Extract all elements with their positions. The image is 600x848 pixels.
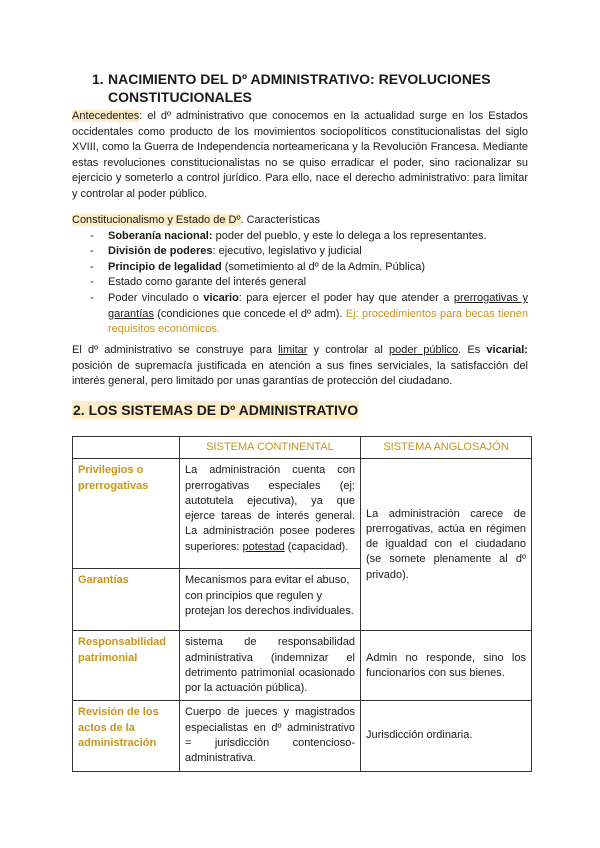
table-header-anglosajon: SISTEMA ANGLOSAJÓN [361,437,532,459]
antecedentes-paragraph [72,109,528,203]
antecedentes-label: Antecedentes [72,110,140,122]
row-label: Revisión de los actos de la administración [73,701,180,771]
continental-cell: Mecanismos para evitar el abuso, con principios que regulen y protejan los derechos individuales. [180,569,361,631]
systems-table [72,436,532,772]
table-header-row [73,437,532,459]
table-row [73,701,532,771]
list-item: - Soberanía nacional: poder del pueblo, y este lo delega a los representantes. [72,229,528,245]
list-item-vicario: - Poder vinculado o vicario: para ejercer el poder hay que atender a prerrogativas y garantías (condiciones que concede el dº adm). Ej: procedimientos para becas tienen requisitos económicos. [72,291,528,338]
caracteristicas-list [72,229,528,338]
list-item: - Estado como garante del interés general [72,275,528,291]
list-item: - Principio de legalidad (sometimiento al dº de la Admin. Pública) [72,260,528,276]
continental-cell: sistema de responsabilidad administrativa (indemnizar el detrimento patrimonial ocasionado por la actuación pública). [180,631,361,701]
row-label: Garantías [73,569,180,631]
table-header-continental: SISTEMA CONTINENTAL [180,437,361,459]
continental-cell: Cuerpo de jueces y magistrados especialistas en dº administrativo = jurisdicción contencioso-administrativa. [180,701,361,771]
constitucionalismo-heading [72,213,528,229]
table-header-empty [73,437,180,459]
table-row [73,631,532,701]
vicario-example-note: Ej: procedimientos para becas tienen requisitos económicos. [108,307,529,336]
anglosajon-cell: Admin no responde, sino los funcionarios con sus bienes. [361,631,532,701]
section2-title: 2. LOS SISTEMAS DE Dº ADMINISTRATIVO [73,402,359,418]
anglosajon-cell: Jurisdicción ordinaria. [361,701,532,771]
constitucionalismo-block [72,213,528,338]
list-item: - División de poderes: ejecutivo, legislativo y judicial [72,244,528,260]
antecedentes-text: : el dº administrativo que conocemos en la actualidad surge en los Estados occidentales como producto de los movimientos sociopolíticos constitucionalistas del siglo XVIII, como la Guerra de Independencia norteamericana y la Revolución Francesa. Mediante estas revoluciones constitucionalistas no se quiso erradicar el poder, sino racionalizar su ejercicio y someterlo a control jurídico. Para ello, nace el derecho administrativo: para limitar y controlar al poder público. [72,110,528,200]
section1-number: 1. [92,71,104,87]
closing-paragraph: El dº administrativo se construye para limitar y controlar al poder público. Es vicarial: posición de supremacía justificada en atención a sus fines serviciales, la satisfacción del interés general, pero limitado por unas garantías de protección del ciudadano. [72,344,528,388]
anglosajon-cell: La administración carece de prerrogativas, actúa en régimen de igualdad con el ciudadano (se somete plenamente al dº privado). [361,459,532,631]
section1-title: NACIMIENTO DEL Dº ADMINISTRATIVO: REVOLUCIONES CONSTITUCIONALES [108,71,491,105]
row-label: Privilegios o prerrogativas [73,459,180,569]
continental-cell: La administración cuenta con prerrogativas especiales (ej: autotutela ejecutiva), ya que ejerce tareas de interés general. La administración posee poderes superiores: potestad (capacidad). [180,459,361,569]
section1-heading [92,70,492,106]
row-label: Responsabilidad patrimonial [73,631,180,701]
constitucionalismo-suffix: . Características [240,214,320,226]
constitucionalismo-label: Constitucionalismo y Estado de Dº [72,214,241,226]
table-row [73,459,532,569]
